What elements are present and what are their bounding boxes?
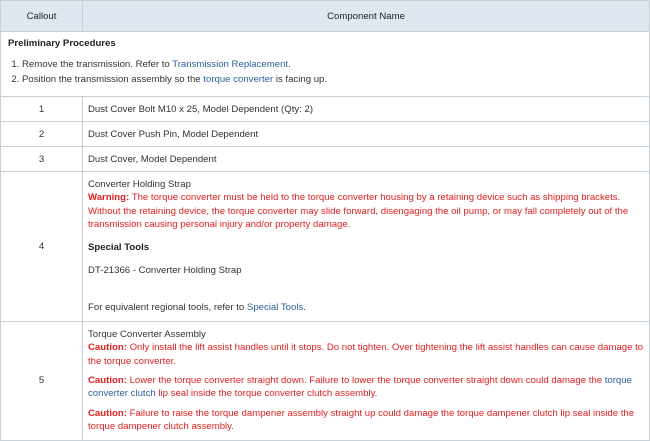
- torque-converter-link[interactable]: torque converter: [203, 74, 274, 85]
- component-cell: Dust Cover, Model Dependent: [83, 147, 650, 172]
- torque-converter-clutch-link[interactable]: torque converter clutch: [88, 375, 632, 400]
- caution-body-3: Failure to raise the torque dampener assembly straight up could damage the torque dampener clutch lip seal inside the torque dampener clutch assembly.: [88, 407, 635, 433]
- preliminary-procedures-title: Preliminary Procedures: [8, 38, 116, 49]
- caution-body-2b: lip seal inside the torque converter clutch assembly.: [155, 388, 378, 400]
- regional-end: .: [303, 302, 306, 314]
- caution-body-2a: Lower the torque converter straight down. Failure to lower the torque converter straight down could damage the: [126, 375, 605, 387]
- warning-body: The torque converter must be held to the torque converter housing by a retaining device such as shipping brackets. Without the retaining device, the torque converter may slide forward, disengaging the oil pump, or may fall completely out of the transmission causing personal injury and/or property damage.: [88, 192, 629, 231]
- preliminary-step-2: [22, 73, 644, 86]
- step1-text: Remove the transmission. Refer to: [22, 59, 173, 70]
- caution-body-1: Only install the lift assist handles until it stops. Do not tighten. Over tightening the lift assist handles can cause damage to the torque converter.: [88, 342, 644, 367]
- special-tools-link[interactable]: Special Tools: [246, 302, 304, 314]
- component-name-header: Component Name: [83, 1, 650, 32]
- tool-item: DT-21366 - Converter Holding Strap: [88, 265, 242, 277]
- warning-text: [88, 191, 644, 231]
- callout-cell: 5: [1, 321, 83, 440]
- step1-end: .: [288, 59, 291, 70]
- table-row: [1, 147, 650, 172]
- component-cell: [83, 172, 650, 322]
- table-row: [1, 321, 650, 440]
- caution-text-3: [88, 407, 644, 434]
- caution-text-1: [88, 341, 644, 368]
- caution-label: Caution:: [88, 375, 127, 387]
- regional-tools-note: [88, 301, 644, 314]
- table-row: [1, 122, 650, 147]
- caution-label: Caution:: [88, 342, 127, 354]
- component-title: Torque Converter Assembly: [88, 328, 206, 340]
- callout-cell: 4: [1, 172, 83, 322]
- special-tools-heading: Special Tools: [88, 241, 150, 253]
- callout-cell: 1: [1, 97, 83, 122]
- preliminary-procedures-row: [1, 32, 650, 97]
- preliminary-procedures: [1, 32, 650, 97]
- caution-text-2: [88, 374, 644, 401]
- warning-label: Warning:: [88, 192, 130, 204]
- table-row: [1, 97, 650, 122]
- regional-text: For equivalent regional tools, refer to: [88, 302, 247, 314]
- component-cell: Dust Cover Push Pin, Model Dependent: [83, 122, 650, 147]
- caution-label: Caution:: [88, 407, 127, 419]
- callout-header: Callout: [1, 1, 83, 32]
- callout-cell: 3: [1, 147, 83, 172]
- step2-text: Position the transmission assembly so the: [22, 74, 204, 85]
- table-row: [1, 172, 650, 322]
- component-title: Converter Holding Strap: [88, 179, 191, 190]
- preliminary-steps: [8, 58, 644, 86]
- step2-end: is facing up.: [273, 74, 328, 85]
- preliminary-step-1: [22, 58, 644, 71]
- component-cell: [83, 321, 650, 440]
- transmission-replacement-link[interactable]: Transmission Replacement: [172, 59, 289, 70]
- callout-cell: 2: [1, 122, 83, 147]
- component-cell: Dust Cover Bolt M10 x 25, Model Dependent (Qty: 2): [83, 97, 650, 122]
- table-header-row: [1, 1, 650, 32]
